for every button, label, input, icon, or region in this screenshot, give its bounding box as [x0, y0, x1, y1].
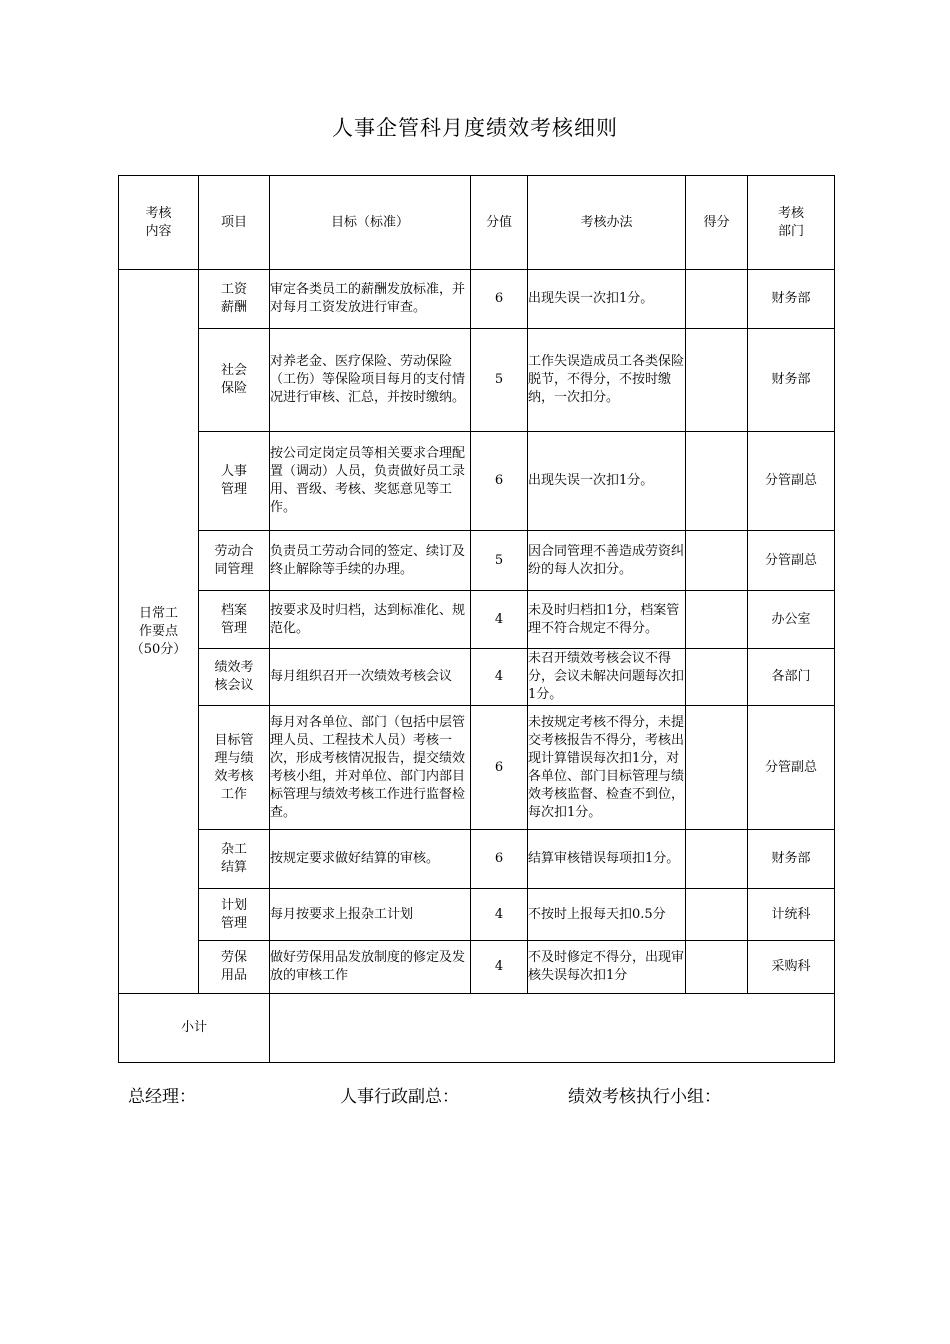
table-row [119, 706, 835, 830]
row-score: 5 [471, 329, 528, 432]
row-method: 出现失误一次扣1分。 [528, 270, 686, 329]
row-dept: 分管副总 [748, 706, 835, 830]
row-item: 工资薪酬 [199, 270, 270, 329]
row-method: 未召开绩效考核会议不得分，会议未解决问题每次扣1分。 [528, 649, 686, 706]
row-item: 目标管理与绩效考核工作 [199, 706, 270, 830]
header-row [119, 176, 835, 270]
row-dept: 财务部 [748, 329, 835, 432]
header-got: 得分 [686, 176, 748, 270]
row-method: 工作失误造成员工各类保险脱节，不得分，不按时缴纳，一次扣分。 [528, 329, 686, 432]
row-target: 对养老金、医疗保险、劳动保险（工伤）等保险项目每月的支付情况进行审核、汇总，并按时缴纳。 [270, 329, 471, 432]
row-score: 6 [471, 706, 528, 830]
row-dept: 计统科 [748, 889, 835, 941]
row-dept: 分管副总 [748, 531, 835, 591]
row-method: 未及时归档扣1分，档案管理不符合规定不得分。 [528, 591, 686, 649]
subtotal-row [119, 994, 835, 1063]
row-got [686, 706, 748, 830]
row-dept: 采购科 [748, 941, 835, 994]
table-row [119, 270, 835, 329]
row-target: 审定各类员工的薪酬发放标准，并对每月工资发放进行审查。 [270, 270, 471, 329]
subtotal-value [270, 994, 835, 1063]
row-score: 5 [471, 531, 528, 591]
row-dept: 各部门 [748, 649, 835, 706]
row-method: 出现失误一次扣1分。 [528, 432, 686, 531]
row-dept: 分管副总 [748, 432, 835, 531]
row-item: 绩效考核会议 [199, 649, 270, 706]
row-dept: 办公室 [748, 591, 835, 649]
table-row [119, 941, 835, 994]
row-method: 因合同管理不善造成劳资纠纷的每人次扣分。 [528, 531, 686, 591]
row-method: 不按时上报每天扣0.5分 [528, 889, 686, 941]
row-got [686, 591, 748, 649]
header-target: 目标（标准） [270, 176, 471, 270]
row-got [686, 649, 748, 706]
table-row [119, 531, 835, 591]
row-target: 每月对各单位、部门（包括中层管理人员、工程技术人员）考核一次，形成考核情况报告，提交绩效考核小组，并对单位、部门内部目标管理与绩效考核工作进行监督检查。 [270, 706, 471, 830]
row-item: 社会保险 [199, 329, 270, 432]
table-row [119, 432, 835, 531]
signature-hr-vp: 人事行政副总： [340, 1087, 459, 1107]
header-content: 考核内容 [119, 176, 199, 270]
row-got [686, 889, 748, 941]
table-row [119, 889, 835, 941]
row-method: 未按规定考核不得分，未提交考核报告不得分，考核出现计算错误每次扣1分，对各单位、部门目标管理与绩效考核监督、检查不到位，每次扣1分。 [528, 706, 686, 830]
row-item: 劳动合同管理 [199, 531, 270, 591]
row-score: 6 [471, 432, 528, 531]
row-got [686, 329, 748, 432]
row-score: 4 [471, 649, 528, 706]
table-row [119, 591, 835, 649]
row-target: 每月组织召开一次绩效考核会议 [270, 649, 471, 706]
row-method: 结算审核错误每项扣1分。 [528, 830, 686, 889]
row-score: 4 [471, 941, 528, 994]
row-got [686, 432, 748, 531]
row-item: 劳保用品 [199, 941, 270, 994]
header-method: 考核办法 [528, 176, 686, 270]
signature-group: 绩效考核执行小组： [568, 1087, 721, 1107]
page-title: 人事企管科月度绩效考核细则 [332, 116, 618, 140]
row-got [686, 830, 748, 889]
row-target: 按规定要求做好结算的审核。 [270, 830, 471, 889]
row-score: 4 [471, 591, 528, 649]
table-row [119, 649, 835, 706]
row-item: 杂工结算 [199, 830, 270, 889]
row-item: 人事管理 [199, 432, 270, 531]
row-dept: 财务部 [748, 830, 835, 889]
table-row [119, 329, 835, 432]
row-method: 不及时修定不得分，出现审核失误每次扣1分 [528, 941, 686, 994]
row-target: 每月按要求上报杂工计划 [270, 889, 471, 941]
header-dept: 考核部门 [748, 176, 835, 270]
row-got [686, 531, 748, 591]
header-score: 分值 [471, 176, 528, 270]
row-score: 6 [471, 270, 528, 329]
header-item: 项目 [199, 176, 270, 270]
category-cell: 日常工作要点 （50分） [119, 270, 199, 994]
subtotal-label: 小计 [119, 994, 270, 1063]
assessment-table [118, 175, 835, 1063]
signature-gm: 总经理： [128, 1087, 196, 1107]
row-target: 负责员工劳动合同的签定、续订及终止解除等手续的办理。 [270, 531, 471, 591]
row-score: 4 [471, 889, 528, 941]
row-item: 档案管理 [199, 591, 270, 649]
row-dept: 财务部 [748, 270, 835, 329]
row-target: 按公司定岗定员等相关要求合理配置（调动）人员，负责做好员工录用、晋级、考核、奖惩意见等工作。 [270, 432, 471, 531]
table-row [119, 830, 835, 889]
row-got [686, 941, 748, 994]
row-target: 做好劳保用品发放制度的修定及发放的审核工作 [270, 941, 471, 994]
row-target: 按要求及时归档，达到标准化、规范化。 [270, 591, 471, 649]
row-item: 计划管理 [199, 889, 270, 941]
row-score: 6 [471, 830, 528, 889]
row-got [686, 270, 748, 329]
